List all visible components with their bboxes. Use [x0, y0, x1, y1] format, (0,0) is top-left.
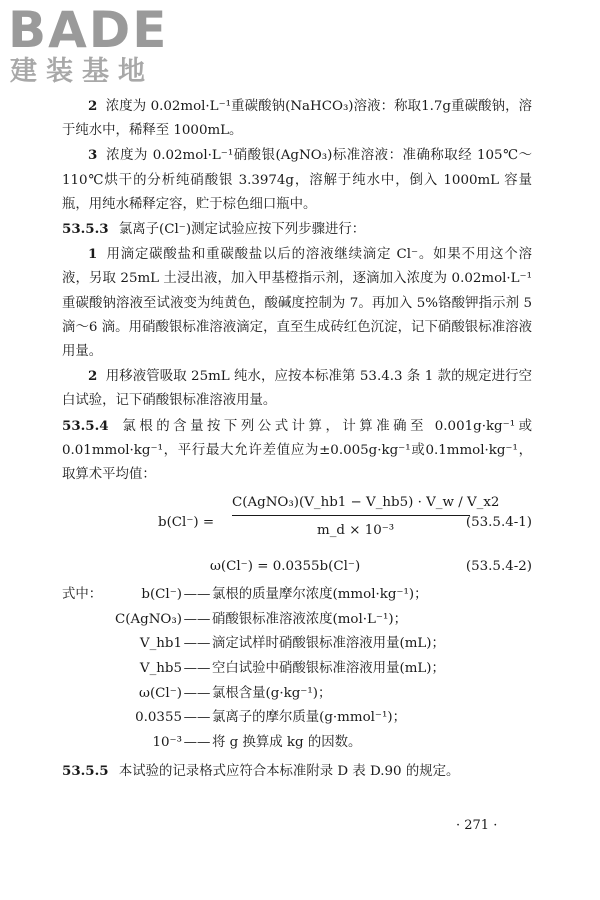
variable-description: 空白试验中硝酸银标准溶液用量(mL)；: [212, 661, 445, 677]
variable-description: 滴定试样时硝酸银标准溶液用量(mL)；: [212, 636, 445, 652]
dash: ——: [183, 636, 211, 652]
clause-number: 53.5.5: [62, 763, 109, 780]
formula-53-5-4-2: [62, 557, 532, 583]
variable-description: 将 g 换算成 kg 的因数。: [212, 734, 362, 750]
formula-denominator: m_d × 10⁻³: [317, 523, 395, 539]
variable-symbol: 10⁻³: [152, 734, 182, 750]
clause-text: 氯根的含量按下列公式计算，计算准确至 0.001g·kg⁻¹或 0.01mmol·kg⁻¹，平行最大允许差值应为±0.005g·kg⁻¹或0.1mmol·kg⁻¹，取算术平均值：: [62, 418, 532, 483]
clause-53-5-4: [62, 414, 532, 488]
variable-symbol: C(AgNO₃): [115, 611, 182, 627]
dash: ——: [183, 661, 211, 677]
dash: ——: [183, 611, 211, 627]
clause-number: 53.5.3: [62, 221, 109, 238]
definition-row: [62, 632, 532, 657]
definition-row: [62, 706, 532, 731]
item-number: 2: [88, 368, 98, 385]
definition-row: [62, 657, 532, 682]
variable-symbol: 0.0355: [135, 710, 182, 726]
logo-wordmark: BADE: [8, 1, 169, 59]
clause-53-5-5: [62, 759, 532, 784]
variable-symbol: V_hb5: [139, 661, 182, 677]
item-blank-test: [62, 364, 532, 413]
where-intro: 式中：: [62, 587, 103, 603]
item-number: 2: [88, 98, 98, 114]
item-titration-steps: [62, 242, 532, 364]
variable-symbol: V_hb1: [139, 636, 182, 652]
clause-text: 氯离子(Cl⁻)测定试验应按下列步骤进行：: [118, 222, 366, 238]
item-number: 3: [88, 147, 98, 164]
formula-body: ω(Cl⁻) = 0.0355b(Cl⁻): [210, 559, 361, 575]
dash: ——: [183, 710, 211, 726]
item-number: 1: [88, 246, 98, 263]
item-text: 用移液管吸取 25mL 纯水，应按本标准第 53.4.3 条 1 款的规定进行空白试验，记下硝酸银标准溶液用量。: [62, 369, 532, 409]
item-text: 用滴定碳酸盐和重碳酸盐以后的溶液继续滴定 Cl⁻。如果不用这个溶液，另取 25mL 土浸出液，加入甲基橙指示剂，逐滴加入浓度为 0.02mol·L⁻¹重碳酸钠溶液至试液变为纯黄色，酸碱度控制为 7。再加入 5%铬酸钾指示剂 5 滴～6 滴。用硝酸银标准溶液滴定，直至生成砖红色沉淀，记下硝酸银标准溶液用量。: [62, 247, 532, 360]
clause-text: 本试验的记录格式应符合本标准附录 D 表 D.90 的规定。: [118, 764, 460, 780]
definition-row: [62, 731, 532, 756]
clause-number: 53.5.4: [62, 417, 109, 434]
fraction-bar: [232, 515, 470, 516]
definition-row: [62, 583, 532, 608]
variable-definitions: [62, 583, 532, 755]
formula-tag: (53.5.4-2): [465, 559, 532, 575]
item-text: 浓度为 0.02mol·L⁻¹重碳酸钠(NaHCO₃)溶液：称取1.7g重碳酸钠，溶于纯水中，稀释至 1000mL。: [62, 99, 532, 139]
variable-symbol: ω(Cl⁻): [139, 685, 182, 701]
definition-row: [62, 682, 532, 707]
variable-symbol: b(Cl⁻): [141, 587, 182, 603]
definition-row: [62, 608, 532, 633]
logo-subtitle: 建装基地: [10, 56, 154, 87]
page-number: · 271 ·: [456, 818, 498, 833]
dash: ——: [183, 587, 211, 603]
item-text: 浓度为 0.02mol·L⁻¹硝酸银(AgNO₃)标准溶液：准确称取经 105℃～110℃烘干的分析纯硝酸银 3.3974g，溶解于纯水中，倒入 1000mL 容量瓶，用纯水稀释定容，贮于棕色细口瓶中。: [62, 148, 532, 212]
item-sodium-bicarbonate-solution: [62, 94, 532, 143]
formula-53-5-4-1: [62, 491, 532, 557]
dash: ——: [183, 685, 211, 701]
item-silver-nitrate-solution: [62, 143, 532, 217]
dash: ——: [183, 734, 211, 750]
clause-53-5-3: [62, 217, 532, 242]
formula-numerator: C(AgNO₃)(V_hb1 − V_hb5) · V_w / V_x2: [232, 495, 500, 511]
formula-lhs: b(Cl⁻) =: [158, 515, 215, 531]
variable-description: 氯根的质量摩尔浓度(mmol·kg⁻¹)；: [212, 587, 428, 603]
formula-tag: (53.5.4-1): [465, 515, 532, 531]
variable-description: 硝酸银标准溶液浓度(mol·L⁻¹)；: [212, 611, 407, 627]
page-content: [62, 94, 532, 785]
bade-logo: [8, 1, 169, 88]
variable-description: 氯离子的摩尔质量(g·mmol⁻¹)；: [212, 710, 406, 726]
variable-description: 氯根含量(g·kg⁻¹)；: [212, 685, 332, 701]
